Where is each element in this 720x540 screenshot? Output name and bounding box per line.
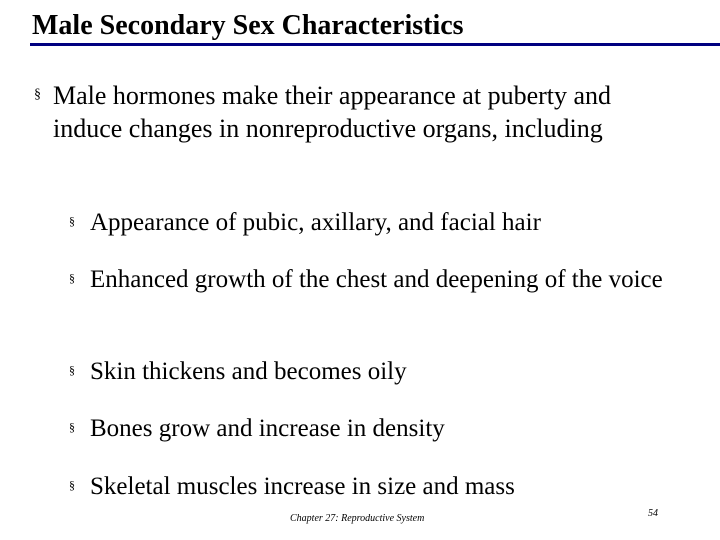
sub-bullet-text: Skin thickens and becomes oily [90,358,407,385]
bullet-marker-icon: § [69,214,75,228]
sub-bullet [66,207,706,239]
sub-bullet [66,264,706,296]
main-bullet-text: Male hormones make their appearance at puberty and induce changes in nonreproductive organs, including [53,81,612,143]
bullet-marker-icon: § [69,271,75,285]
page-number: 54 [648,508,658,519]
slide-footer: Chapter 27: Reproductive System [290,513,425,524]
sub-bullet-text: Enhanced growth of the chest and deepening of the voice [90,266,663,293]
sub-bullet [66,471,706,503]
sub-bullet-text: Appearance of pubic, axillary, and facial hair [90,209,541,236]
sub-bullet-text: Skeletal muscles increase in size and mass [90,473,515,500]
slide-title: Male Secondary Sex Characteristics [32,10,464,41]
bullet-marker-icon: § [69,363,75,377]
title-underline [30,43,720,46]
bullet-marker-icon: § [69,420,75,434]
bullet-marker-icon: § [69,478,75,492]
sub-bullet [66,413,706,445]
main-bullet [34,80,674,146]
sub-bullet [66,356,706,388]
sub-bullet-text: Bones grow and increase in density [90,415,445,442]
bullet-marker-icon: § [34,87,41,102]
